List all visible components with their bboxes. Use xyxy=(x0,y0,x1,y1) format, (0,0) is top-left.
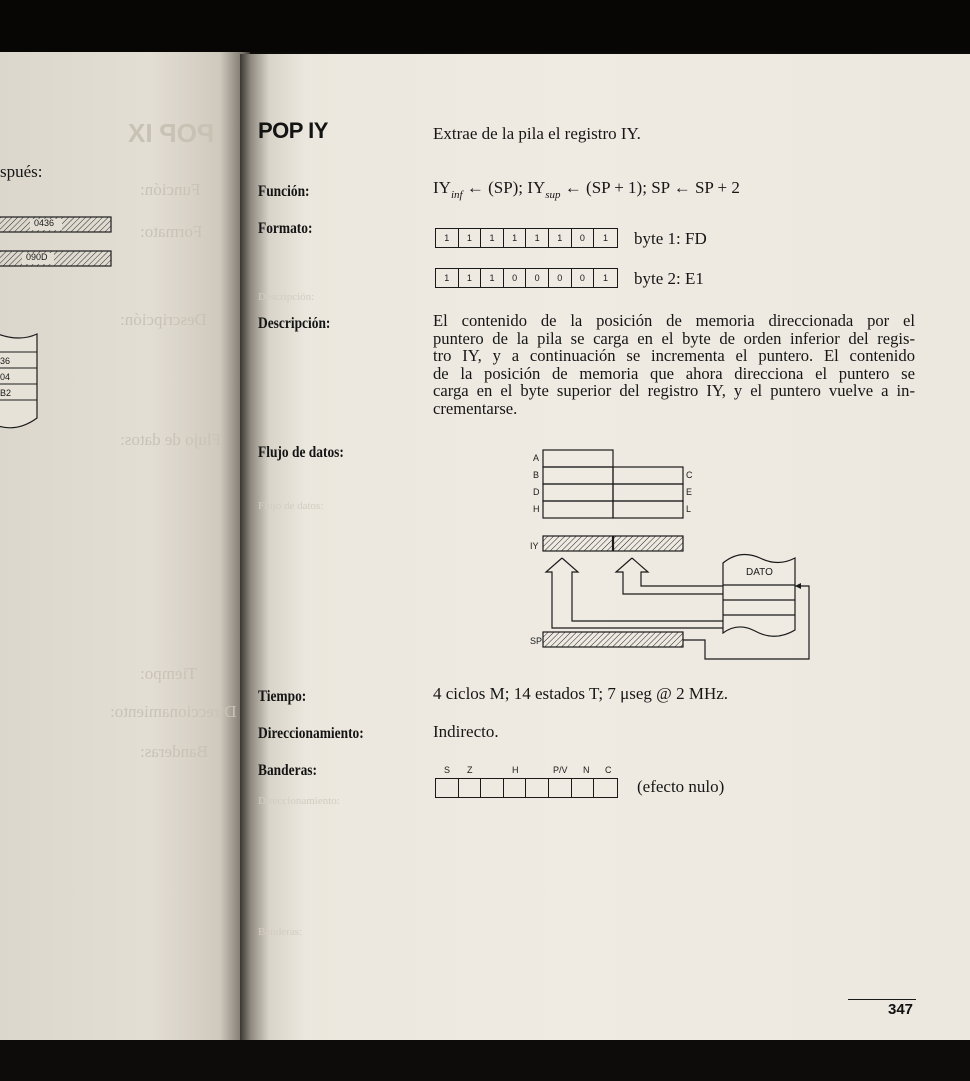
left-bar2-value: 090D xyxy=(26,252,48,262)
bit-cell: 1 xyxy=(526,229,549,247)
opcode-byte-1 xyxy=(435,228,618,248)
ghost-label-5: Tiempo: xyxy=(140,664,198,683)
ghost-label-4: Flujo de datos: xyxy=(120,430,222,449)
bit-cell: 1 xyxy=(549,229,572,247)
label-flujo: Flujo de datos: xyxy=(258,444,344,461)
page-number: 347 xyxy=(888,1001,914,1018)
sp-register xyxy=(543,632,683,647)
bit-cell: 1 xyxy=(602,273,608,283)
register-file xyxy=(543,450,683,518)
ghost-label-7: Banderas: xyxy=(140,742,208,761)
label-direccionamiento: Direccionamiento: xyxy=(258,725,364,742)
bit-cell: 0 xyxy=(572,269,595,287)
flag-cell xyxy=(481,779,504,797)
bit-cell: 1 xyxy=(436,229,459,247)
flag-cell xyxy=(549,779,572,797)
flag-s: S xyxy=(444,765,451,775)
iy-register xyxy=(543,536,683,551)
page-number-rule xyxy=(848,999,916,1000)
ghost-right-4: Banderas: xyxy=(258,926,302,938)
flag-z: Z xyxy=(467,765,473,775)
description-line: crementarse. xyxy=(433,398,518,418)
flag-pv: P/V xyxy=(553,765,568,775)
left-stack-value-2: 04 xyxy=(0,372,11,382)
left-bar1-value: 0436 xyxy=(34,218,55,228)
arrowhead xyxy=(795,583,801,589)
reg-c-label: C xyxy=(686,470,693,480)
addressing-text: Indirecto. xyxy=(433,722,499,741)
iy-label: IY xyxy=(530,541,539,551)
left-register-bars xyxy=(0,212,120,272)
bit-cell: 0 xyxy=(526,269,549,287)
ghost-right-2: Flujo de datos: xyxy=(258,500,324,512)
flag-h: H xyxy=(512,765,519,775)
left-stack-memory xyxy=(0,332,45,442)
scan-bottom-border xyxy=(0,1040,970,1081)
reg-a-label: A xyxy=(533,453,540,463)
reg-h-label: H xyxy=(533,504,540,514)
byte-1-label: byte 1: FD xyxy=(634,229,707,248)
timing-text: 4 ciclos M; 14 estados T; 7 μseg @ 2 MHz. xyxy=(433,684,729,703)
ghost-label-3: Descripción: xyxy=(120,310,207,329)
flags-effect: (efecto nulo) xyxy=(637,777,725,796)
ghost-label-2: Formato: xyxy=(140,222,203,241)
description-line: carga en el byte superior del registro IY, y el puntero vuelve a in- xyxy=(433,381,915,400)
label-descripcion: Descripción: xyxy=(258,315,331,332)
flag-cell xyxy=(504,779,527,797)
description-line: de la posición de memoria que ahora direcciona el puntero se xyxy=(433,363,915,383)
bit-cell: 0 xyxy=(549,269,572,287)
function-formula xyxy=(433,178,740,201)
label-banderas: Banderas: xyxy=(258,762,317,779)
reg-e-label: E xyxy=(686,487,693,497)
bit-cell: 0 xyxy=(572,229,595,247)
description-text xyxy=(433,312,915,417)
ghost-title: POP IX xyxy=(128,118,215,148)
label-funcion: Función: xyxy=(258,183,310,200)
flags-register xyxy=(435,778,618,798)
bit-cell: 1 xyxy=(602,233,608,243)
description-line: El contenido de la posición de memoria direccionada por el xyxy=(433,311,915,330)
instruction-summary: Extrae de la pila el registro IY. xyxy=(433,124,641,143)
flag-cell xyxy=(594,779,617,797)
left-page xyxy=(0,52,250,1042)
left-stack-value-1: 36 xyxy=(0,356,11,366)
byte-2-label: byte 2: E1 xyxy=(634,269,704,288)
flag-cell xyxy=(436,779,459,797)
function-reg-2: IY xyxy=(527,178,546,197)
flag-c: C xyxy=(605,765,612,775)
bit-cell: 0 xyxy=(504,269,527,287)
reg-d-label: D xyxy=(533,487,540,497)
instruction-title: POP IY xyxy=(258,118,328,143)
scan-top-border xyxy=(0,0,970,52)
bit-cell: 1 xyxy=(459,269,482,287)
function-part-1: ← (SP); xyxy=(462,178,528,197)
function-reg-1: IY xyxy=(433,178,451,197)
function-sub-inf: inf xyxy=(450,189,463,201)
opcode-byte-2 xyxy=(435,268,618,288)
ghost-right-3: Direccionamiento: xyxy=(258,795,340,807)
left-stack-value-3: B2 xyxy=(0,388,12,398)
left-page-fragment-text: spués: xyxy=(0,162,43,181)
bit-cell: 1 xyxy=(481,269,504,287)
reg-b-label: B xyxy=(533,470,540,480)
description-line: tro IY, y a continuación se incrementa el puntero. El contenido xyxy=(433,346,915,365)
bit-cell: 1 xyxy=(504,229,527,247)
dato-label: DATO xyxy=(746,567,773,578)
bit-cell: 1 xyxy=(459,229,482,247)
ghost-label-1: Función: xyxy=(140,180,201,199)
function-part-2: ← (SP + 1); SP ← SP + 2 xyxy=(560,178,740,197)
bit-cell: 1 xyxy=(481,229,504,247)
flag-cell xyxy=(526,779,549,797)
data-flow-diagram xyxy=(520,445,820,665)
reg-l-label: L xyxy=(686,504,692,514)
label-tiempo: Tiempo: xyxy=(258,688,307,705)
sp-label: SP xyxy=(530,636,543,646)
description-line: puntero de la pila se carga en el byte de orden inferior del regis- xyxy=(433,328,915,348)
ghost-label-6: Direccionamiento: xyxy=(110,702,237,721)
label-formato: Formato: xyxy=(258,220,313,237)
flag-cell xyxy=(459,779,482,797)
flag-cell xyxy=(572,779,595,797)
flag-n: N xyxy=(583,765,590,775)
function-sub-sup: sup xyxy=(545,189,561,201)
ghost-right-1: Descripción: xyxy=(258,291,315,303)
bit-cell: 1 xyxy=(436,269,459,287)
